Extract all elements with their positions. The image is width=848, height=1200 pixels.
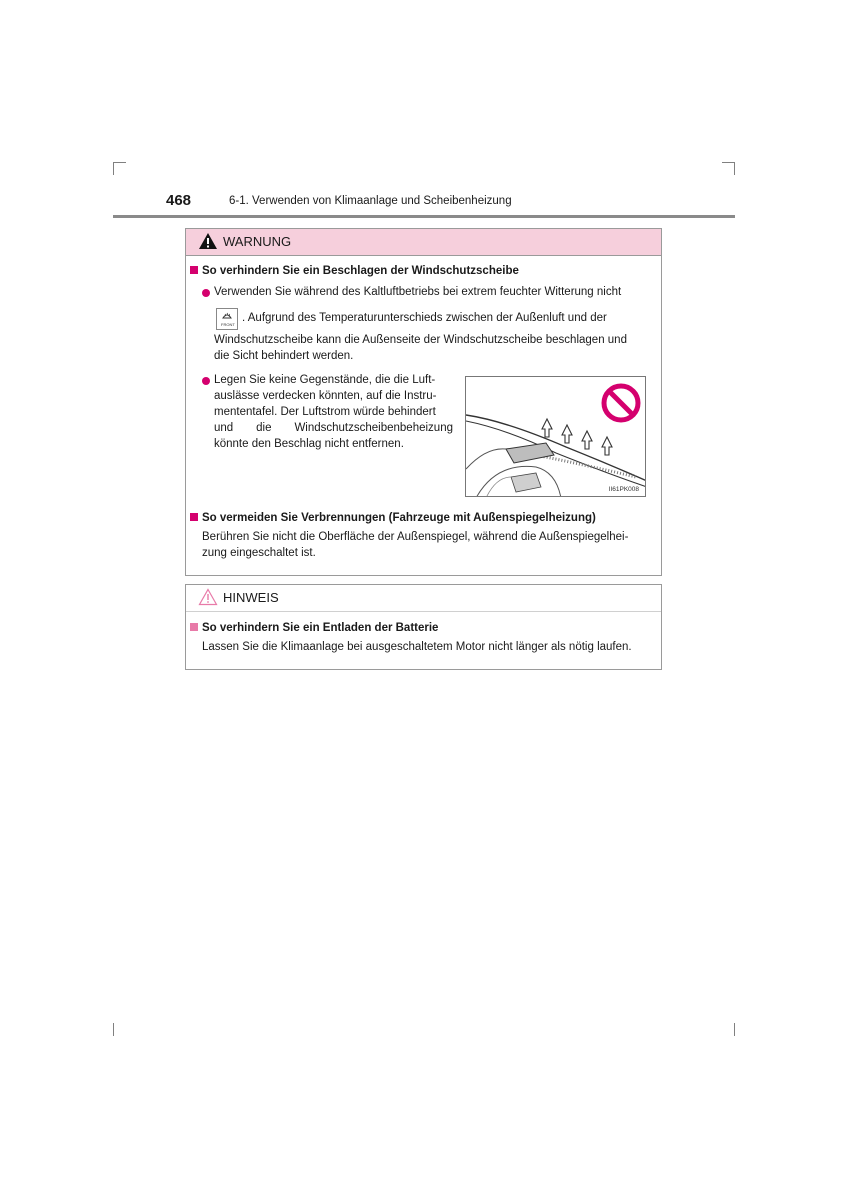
notice-header <box>186 585 661 612</box>
warning-label: WARNUNG <box>223 234 292 249</box>
warning-header <box>186 229 661 256</box>
warning-box <box>185 228 662 576</box>
bullet-text: Legen Sie keine Gegenstände, die die Luft- <box>214 374 436 386</box>
square-bullet-icon <box>190 623 198 631</box>
header-rule <box>113 215 735 218</box>
bullet-text: mententafel. Der Luftstrom würde behindert <box>214 406 436 418</box>
crop-mark <box>113 162 114 175</box>
body-text: zung eingeschaltet ist. <box>202 547 316 559</box>
square-bullet-icon <box>190 513 198 521</box>
crop-mark <box>113 162 126 163</box>
running-title: 6-1. Verwenden von Klimaanlage und Scheibenheizung <box>229 195 512 207</box>
bullet-text: die Sicht behindert werden. <box>214 350 354 362</box>
section-title: So vermeiden Sie Verbrennungen (Fahrzeuge mit Außenspiegelheizung) <box>190 512 596 524</box>
bullet-text: auslässe verdecken könnten, auf die Instru- <box>214 390 437 402</box>
crop-mark <box>113 1023 114 1036</box>
front-defroster-button <box>216 308 238 330</box>
crop-mark <box>734 162 735 175</box>
body-text: Lassen Sie die Klimaanlage bei ausgeschaltetem Motor nicht länger als nötig laufen. <box>202 641 632 653</box>
bullet-text: könnte den Beschlag nicht entfernen. <box>214 438 404 450</box>
page-number: 468 <box>166 192 192 209</box>
notice-box <box>185 584 662 670</box>
dashboard-illustration <box>465 376 646 497</box>
prohibited-icon <box>604 386 638 420</box>
page-header <box>113 190 735 218</box>
body-text: Berühren Sie nicht die Oberfläche der Außenspiegel, während die Außenspiegelhei- <box>202 531 629 543</box>
section-title: So verhindern Sie ein Entladen der Batterie <box>190 622 438 634</box>
illustration-code: II61PK008 <box>608 486 639 493</box>
bullet-text: Windschutzscheibe kann die Außenseite der Windschutzscheibe beschlagen und <box>214 334 627 346</box>
notice-label: HINWEIS <box>223 590 279 605</box>
bullet-text: . Aufgrund des Temperaturunterschieds zwischen der Außenluft und der <box>242 312 607 324</box>
round-bullet-icon <box>202 377 210 385</box>
section-title: So verhindern Sie ein Beschlagen der Windschutzscheibe <box>190 265 519 277</box>
dashboard-drawing <box>466 377 646 497</box>
notice-triangle-icon <box>198 588 218 606</box>
square-bullet-icon <box>190 266 198 274</box>
defroster-label: FRONT <box>221 322 235 327</box>
crop-mark <box>734 1023 735 1036</box>
bullet-text: Verwenden Sie während des Kaltluftbetriebs bei extrem feuchter Witterung nicht <box>214 286 622 298</box>
bullet-text: und die Windschutzscheibenbeheizung <box>214 422 453 434</box>
warning-triangle-icon <box>198 232 218 250</box>
round-bullet-icon <box>202 289 210 297</box>
